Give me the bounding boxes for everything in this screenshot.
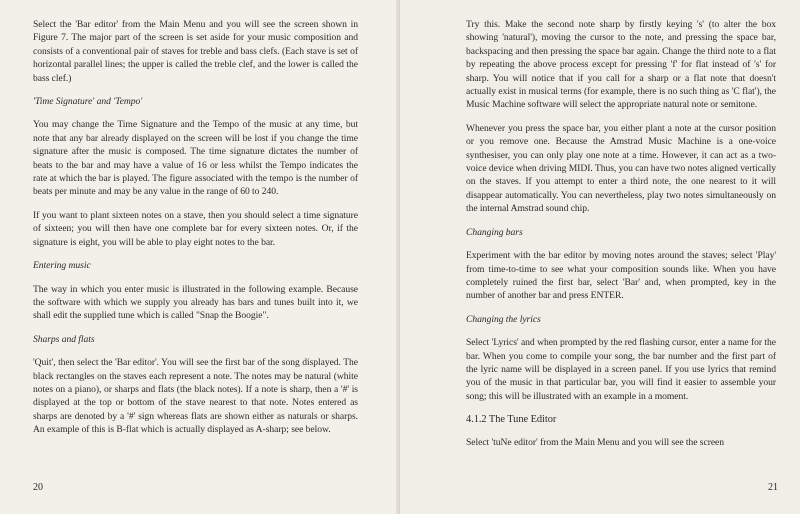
right-page-text xyxy=(466,18,776,459)
paragraph: The way in which you enter music is illustrated in the following example. Because the software with which we supply you already has bars and tunes built into it, we shall edit the supplied tune which is called "Snap the Boogie". xyxy=(33,283,358,322)
paragraph: If you want to plant sixteen notes on a stave, then you should select a time signature of sixteen; you will then have one complete bar for every sixteen notes. Or, if the signature is eight, you will be able to play eight notes to the bar. xyxy=(33,209,358,248)
right-page xyxy=(400,0,800,514)
subheading: Changing the lyrics xyxy=(466,313,541,325)
subheading: Entering music xyxy=(33,260,91,272)
paragraph: 'Quit', then select the 'Bar editor'. You will see the first bar of the song displayed. The black rectangles on the staves each represent a note. The notes may be natural (white notes on a piano), or sharps and flats (the black notes). If a note is sharp, then a '#' is displayed at the top or bottom of the stave nearest to that note. Notes entered as sharps are denoted by a '#' sign whereas flats are shown either as naturals or sharps. An example of this is B-flat which is actually displayed as A-sharp; see below. xyxy=(33,357,358,436)
paragraph: Try this. Make the second note sharp by firstly keying 's' (to alter the box showing 'natural'), moving the cursor to the note, and pressing the space bar, backspacing and then pressing the space bar again. Change the third note to a flat by repeating the above process except for pressing 'f' for flat instead of 's' for sharp. You will notice that if you call for a sharp or a flat note that doesn't actually exist in musical terms (for example, there is no such thing as 'C flat'), the Music Machine software will select the appropriate natural note or semitone. xyxy=(466,19,776,111)
paragraph: You may change the Time Signature and the Tempo of the music at any time, but note that any bar already displayed on the screen will be lost if you change the time signature after the music is composed. The time signature dictates the number of beats to the bar and may have a value of 16 or less whilst the Tempo indicates the rate at which the bar is played. The figure associated with the tempo is the number of beats per minute and may be any value in the range of 60 to 240. xyxy=(33,119,358,198)
left-page-text xyxy=(33,18,358,447)
section-heading: 4.1.2 The Tune Editor xyxy=(466,414,557,426)
paragraph: Select 'tuNe editor' from the Main Menu and you will see the screen xyxy=(466,436,724,448)
paragraph: Whenever you press the space bar, you either plant a note at the cursor position or you remove one. Because the Amstrad Music Machine is a one-voice synthesiser, you can only play one note at a time. However, it can act as a two-voice device when driving MIDI. Thus, you can have two notes aligned vertically on the staves. If you attempt to enter a third note, the one nearest to it will disappear automatically. You can nevertheless, play two notes simultaneously on the internal Amstrad sound chip. xyxy=(466,122,776,215)
subheading: Sharps and flats xyxy=(33,333,95,345)
paragraph: Select the 'Bar editor' from the Main Menu and you will see the screen shown in Figure 7. The major part of the screen is set aside for your music composition and consists of a conventional pair of staves for treble and bass clefs. (Each stave is set of horizontal parallel lines; the upper is called the treble clef, and the lower is called the bass clef.) xyxy=(33,19,358,84)
page-number: 20 xyxy=(33,482,43,493)
subheading: 'Time Signature' and 'Tempo' xyxy=(33,96,143,108)
paragraph: Experiment with the bar editor by moving notes around the staves; select 'Play' from time-to-time to see what your composition sounds like. When you have completely ruined the first bar, select 'Bar' and, when prompted, key in the number of another bar and press ENTER. xyxy=(466,250,776,302)
page-number: 21 xyxy=(768,482,778,493)
paragraph: Select 'Lyrics' and when prompted by the red flashing cursor, enter a name for the bar. When you come to compile your song, the bar number and the first part of the lyric name will be displayed in a screen panel. If you use lyrics that remind you of the music in that particular bar, you will find it easier to assemble your song; this will be illustrated with an example in a moment. xyxy=(466,337,776,402)
subheading: Changing bars xyxy=(466,226,523,238)
